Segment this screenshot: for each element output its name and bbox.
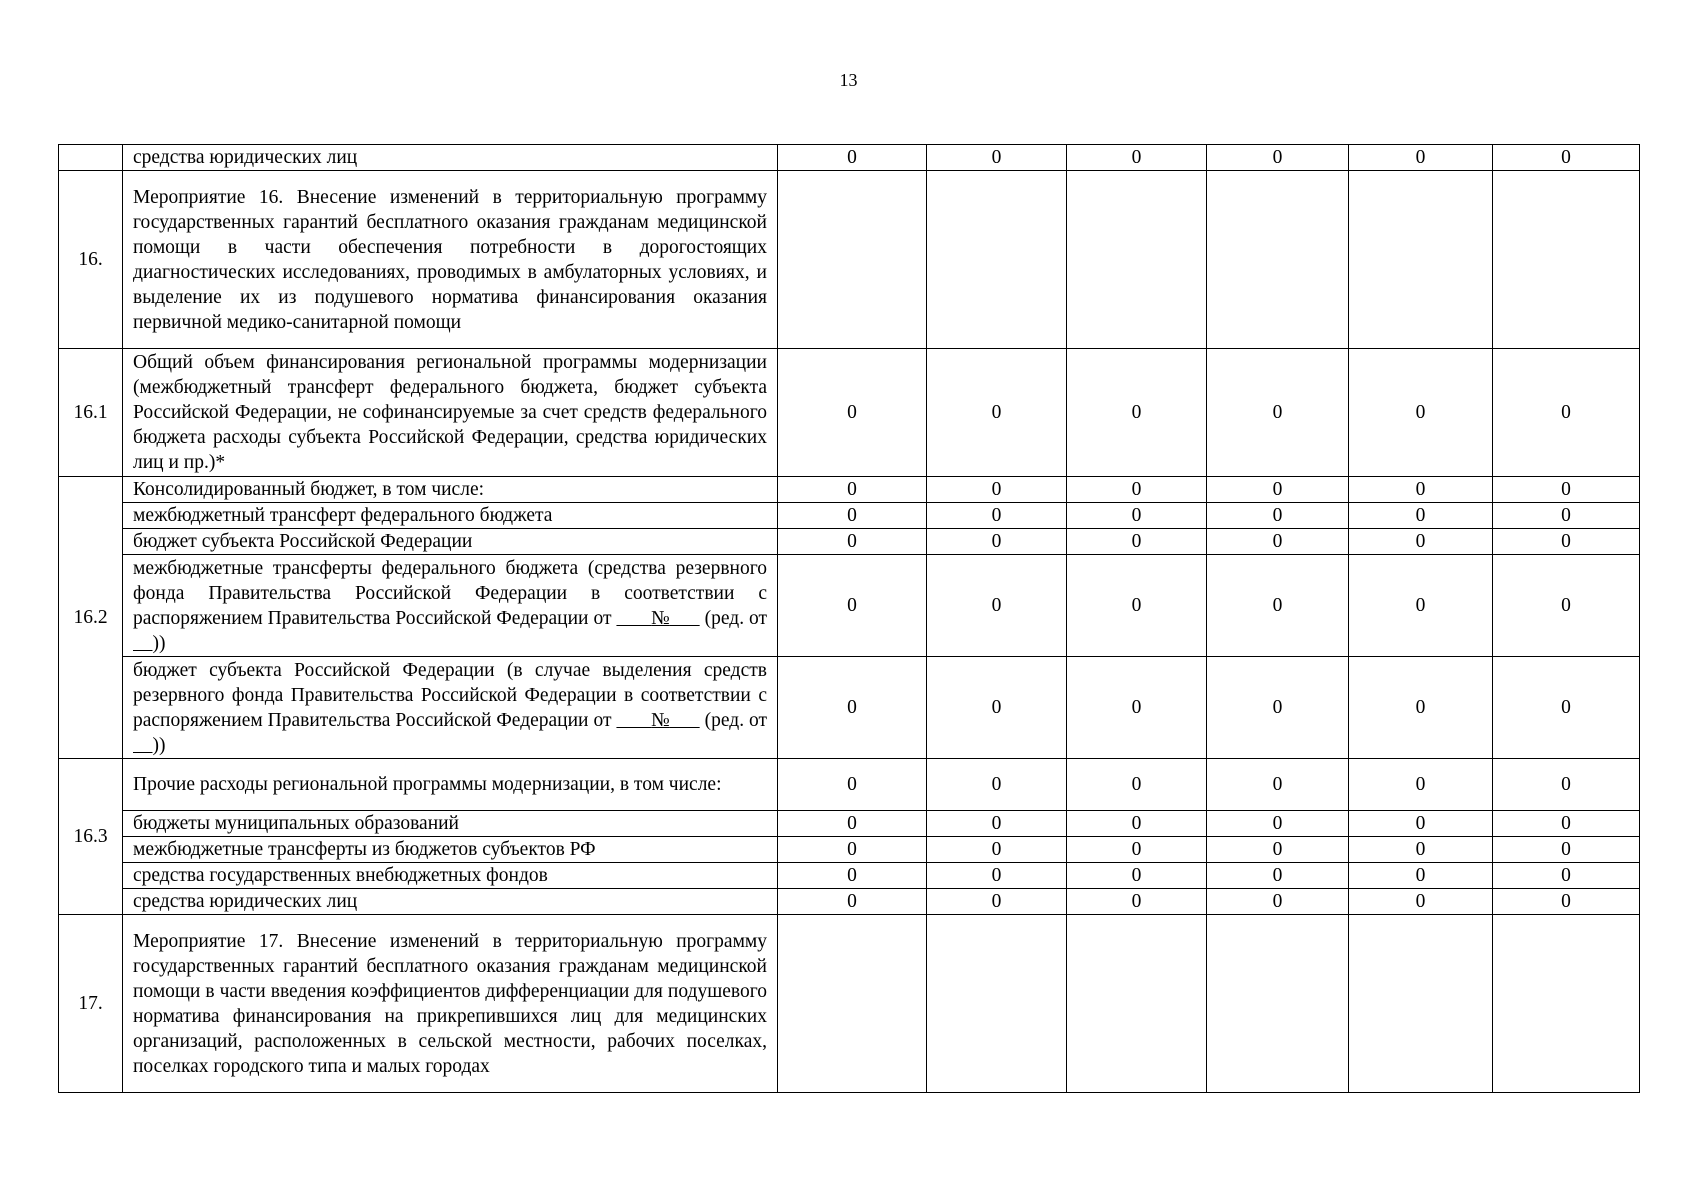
closing-brackets: )) [152,734,166,756]
row-number-cell: 16. [59,171,123,349]
value-cell: 0 [927,889,1067,915]
number-sign: № [651,709,670,731]
row-number-cell: 16.2 [59,477,123,759]
value-cell: 0 [927,145,1067,171]
closing-brackets: )) [152,632,166,654]
table-row [59,477,1640,503]
value-cell: 0 [927,529,1067,555]
description-cell [123,555,778,657]
table-row [59,889,1640,915]
value-cell: 0 [778,657,927,759]
value-cell: 0 [1207,555,1349,657]
value-cell: 0 [1349,529,1493,555]
description-cell: бюджет субъекта Российской Федерации [123,529,778,555]
value-cell: 0 [1207,759,1349,811]
value-cell: 0 [1493,657,1640,759]
description-cell: Мероприятие 17. Внесение изменений в территориальную программу государственных гарантий бесплатного оказания гражданам медицинской помощи в части введения коэффициентов дифференциации для подушевого норматива финансирования на прикрепившихся лиц для медицинских организаций, расположенных в сельской местности, рабочих поселках, поселках городского типа и малых городах [123,915,778,1093]
table-row [59,863,1640,889]
value-cell: 0 [927,555,1067,657]
value-cell: 0 [927,657,1067,759]
description-cell [123,657,778,759]
number-blank [670,608,700,629]
value-cell [778,171,927,349]
description-text: бюджет субъекта Российской Федерации (в случае выделения средств резервного фонда Правительства Российской Федерации в соответствии с распоряжением Правительства Российской Федерации от [133,659,767,731]
number-blank [670,710,700,731]
value-cell: 0 [778,811,927,837]
value-cell: 0 [1493,811,1640,837]
date-blank [616,608,651,629]
value-cell: 0 [1493,759,1640,811]
page-number: 13 [839,70,858,90]
value-cell: 0 [778,837,927,863]
value-cell: 0 [1067,657,1207,759]
value-cell: 0 [1349,477,1493,503]
financing-table [58,144,1640,1093]
value-cell: 0 [1493,503,1640,529]
table-row [59,811,1640,837]
value-cell: 0 [1349,503,1493,529]
value-cell [1207,171,1349,349]
value-cell: 0 [1493,349,1640,477]
description-cell: межбюджетные трансферты из бюджетов субъектов РФ [123,837,778,863]
value-cell: 0 [927,811,1067,837]
table-row [59,915,1640,1093]
edition-label: (ред. от [704,607,768,629]
table-row [59,503,1640,529]
value-cell: 0 [1067,145,1207,171]
value-cell: 0 [778,349,927,477]
table-row [59,145,1640,171]
value-cell: 0 [1207,503,1349,529]
table-row [59,837,1640,863]
value-cell: 0 [1207,863,1349,889]
value-cell: 0 [1349,837,1493,863]
value-cell: 0 [1349,349,1493,477]
value-cell: 0 [1207,145,1349,171]
row-number-cell [59,145,123,171]
value-cell: 0 [1067,837,1207,863]
value-cell: 0 [778,145,927,171]
value-cell: 0 [1067,759,1207,811]
value-cell: 0 [1493,145,1640,171]
table-row [59,171,1640,349]
value-cell: 0 [1493,555,1640,657]
row-number-cell: 16.3 [59,759,123,915]
value-cell: 0 [1493,863,1640,889]
value-cell: 0 [1207,657,1349,759]
value-cell: 0 [1493,529,1640,555]
value-cell: 0 [1067,529,1207,555]
description-cell: средства юридических лиц [123,145,778,171]
row-number-cell: 16.1 [59,349,123,477]
description-cell: средства юридических лиц [123,889,778,915]
value-cell [927,171,1067,349]
value-cell: 0 [778,759,927,811]
description-cell: Мероприятие 16. Внесение изменений в территориальную программу государственных гарантий бесплатного оказания гражданам медицинской помощи в части обеспечения потребности в дорогостоящих диагностических исследованиях, проводимых в амбулаторных условиях, и выделение их из подушевого норматива финансирования оказания первичной медико-санитарной помощи [123,171,778,349]
table-row [59,657,1640,759]
description-cell: Прочие расходы региональной программы модернизации, в том числе: [123,759,778,811]
value-cell: 0 [1067,503,1207,529]
value-cell: 0 [927,477,1067,503]
edition-blank [133,735,153,756]
date-blank [616,710,651,731]
value-cell: 0 [927,863,1067,889]
number-sign: № [651,607,670,629]
value-cell: 0 [1067,889,1207,915]
value-cell: 0 [1067,555,1207,657]
description-cell: средства государственных внебюджетных фондов [123,863,778,889]
value-cell: 0 [1349,759,1493,811]
value-cell: 0 [1207,811,1349,837]
value-cell: 0 [1207,889,1349,915]
value-cell [778,915,927,1093]
value-cell: 0 [778,503,927,529]
value-cell [1493,171,1640,349]
value-cell: 0 [1207,529,1349,555]
description-cell: бюджеты муниципальных образований [123,811,778,837]
value-cell: 0 [1349,657,1493,759]
value-cell [927,915,1067,1093]
value-cell: 0 [1067,863,1207,889]
value-cell: 0 [1493,889,1640,915]
table-row [59,529,1640,555]
description-cell: Общий объем финансирования региональной программы модернизации (межбюджетный трансферт федерального бюджета, бюджет субъекта Российской Федерации, не софинансируемые за счет средств федерального бюджета расходы субъекта Российской Федерации, средства юридических лиц и пр.)* [123,349,778,477]
value-cell: 0 [1349,555,1493,657]
value-cell: 0 [1349,811,1493,837]
value-cell: 0 [778,529,927,555]
value-cell: 0 [1207,837,1349,863]
value-cell: 0 [1493,837,1640,863]
value-cell: 0 [927,837,1067,863]
table-row [59,555,1640,657]
row-number-cell: 17. [59,915,123,1093]
value-cell: 0 [1207,349,1349,477]
value-cell: 0 [778,863,927,889]
value-cell: 0 [927,349,1067,477]
description-cell: межбюджетный трансферт федерального бюджета [123,503,778,529]
value-cell: 0 [778,889,927,915]
value-cell: 0 [1493,477,1640,503]
value-cell: 0 [1067,349,1207,477]
value-cell [1067,915,1207,1093]
value-cell [1349,171,1493,349]
edition-label: (ред. от [704,709,768,731]
value-cell: 0 [1067,811,1207,837]
value-cell: 0 [1349,145,1493,171]
value-cell [1207,915,1349,1093]
value-cell [1349,915,1493,1093]
value-cell: 0 [1207,477,1349,503]
table-row [59,759,1640,811]
value-cell: 0 [778,477,927,503]
value-cell: 0 [927,503,1067,529]
value-cell: 0 [1349,889,1493,915]
value-cell: 0 [778,555,927,657]
edition-blank [133,633,153,654]
value-cell [1493,915,1640,1093]
description-cell: Консолидированный бюджет, в том числе: [123,477,778,503]
value-cell [1067,171,1207,349]
value-cell: 0 [1349,863,1493,889]
table-row [59,349,1640,477]
value-cell: 0 [1067,477,1207,503]
description-text: межбюджетные трансферты федерального бюджета (средства резервного фонда Правительства Российской Федерации в соответствии с распоряжением Правительства Российской Федерации от [133,557,767,629]
value-cell: 0 [927,759,1067,811]
